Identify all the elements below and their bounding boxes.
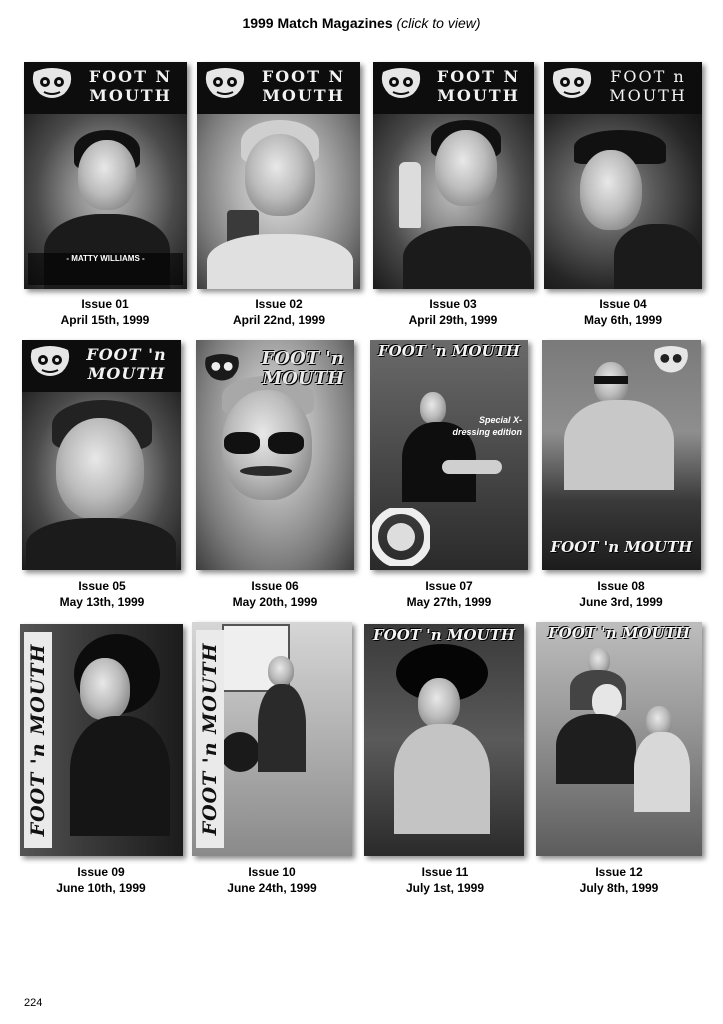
cover-photo-face [420, 392, 446, 424]
issue-date: April 29th, 1999 [408, 313, 498, 327]
cover-photo-face [245, 134, 315, 216]
issue-number: Issue 06 [251, 579, 299, 593]
page-number: 224 [24, 997, 43, 1009]
cover-brand-line1: FOOT N [436, 67, 521, 86]
cover-title: FOOT 'n MOUTH [378, 342, 520, 360]
cover-photo-moustache [240, 466, 292, 476]
cover-photo-legs [442, 460, 502, 474]
cover-title: FOOT 'n [261, 348, 344, 369]
club-mask-logo-icon [28, 346, 72, 380]
issue-number: Issue 12 [595, 865, 643, 879]
club-mask-logo-icon [379, 68, 423, 102]
issue-number: Issue 09 [77, 865, 125, 879]
issue-number: Issue 05 [78, 579, 126, 593]
cover-brand-line1: FOOT N [261, 67, 346, 86]
cover-vertical-title [196, 630, 224, 848]
cover-masthead [22, 340, 181, 392]
cover-photo-sunglasses [594, 376, 628, 384]
cover-photo-face [268, 656, 294, 686]
issue-date: June 10th, 1999 [56, 881, 146, 895]
issue-number: Issue 11 [421, 865, 469, 879]
cover-photo-face [80, 658, 130, 720]
cover-title: FOOT 'n MOUTH [27, 643, 49, 837]
issue-12-label [534, 864, 704, 896]
issue-10-cover[interactable] [192, 622, 352, 856]
issue-number: Issue 08 [597, 579, 645, 593]
issue-05-label [17, 578, 187, 610]
cover-brand-line1: FOOT n [610, 67, 686, 86]
issue-11-cover[interactable] [364, 624, 524, 856]
club-mask-logo-icon [651, 346, 691, 376]
cover-photo-body [207, 234, 353, 289]
issue-number: Issue 07 [425, 579, 473, 593]
cover-photo-body [614, 224, 702, 289]
cover-brand-line2: MOUTH [437, 86, 520, 105]
cover-photo-body [70, 716, 170, 836]
cover-photo-body [258, 684, 306, 772]
issue-12-cover[interactable] [536, 622, 702, 856]
cover-photo-body-2 [556, 714, 636, 784]
cover-brand-line2: MOUTH [262, 86, 345, 105]
issue-11-label [360, 864, 530, 896]
cover-photo-body-3 [634, 732, 690, 812]
cover-caption: - MATTY WILLIAMS - [66, 254, 145, 263]
club-mask-logo-icon [30, 68, 74, 102]
issue-05-cover[interactable] [22, 340, 181, 570]
issue-number: Issue 03 [429, 297, 477, 311]
cover-photo [544, 114, 702, 289]
issue-date: July 8th, 1999 [579, 881, 659, 895]
cover-brand [600, 67, 696, 105]
issue-number: Issue 02 [255, 297, 303, 311]
club-mask-logo-icon [550, 68, 594, 102]
cover-photo-body [403, 226, 531, 289]
club-mask-logo-icon [202, 354, 242, 384]
cover-photo-wheel [220, 732, 260, 772]
issue-06-cover[interactable] [196, 340, 354, 570]
issue-date: June 24th, 1999 [227, 881, 317, 895]
issue-01-label [20, 296, 190, 328]
cover-masthead [197, 62, 360, 114]
cover-photo [22, 392, 181, 570]
cover-title: FOOT 'n MOUTH [548, 624, 690, 642]
cover-brand [80, 67, 181, 105]
issue-date: June 3rd, 1999 [579, 595, 663, 609]
cover-photo-bottle [399, 162, 421, 228]
party-badge-icon [372, 508, 430, 566]
issue-09-label [16, 864, 186, 896]
cover-photo-sunglass-right [268, 432, 304, 454]
issue-02-label [194, 296, 364, 328]
cover-photo-face [435, 130, 497, 206]
cover-photo-face [418, 678, 460, 728]
page-title-text: 1999 Match Magazines [242, 15, 393, 31]
cover-brand-line1: FOOT 'n [86, 345, 167, 364]
cover-title: FOOT 'n MOUTH [199, 642, 221, 836]
cover-brand-line2: MOUTH [87, 364, 166, 383]
cover-title-line2: MOUTH [262, 368, 344, 389]
cover-special-text: Special X-dressing edition [452, 415, 522, 437]
issue-04-label [538, 296, 708, 328]
cover-photo-body [394, 724, 490, 834]
issue-date: July 1st, 1999 [405, 881, 485, 895]
cover-brand-line2: MOUTH [609, 86, 687, 105]
cover-title: FOOT 'n MOUTH [550, 538, 693, 556]
cover-photo-face [78, 140, 136, 210]
cover-photo [364, 624, 524, 856]
issue-09-cover[interactable] [20, 624, 183, 856]
cover-photo [197, 114, 360, 289]
cover-photo-body [564, 400, 674, 490]
issue-07-cover[interactable] [370, 340, 528, 570]
club-mask-logo-icon [203, 68, 247, 102]
cover-brand-line2: MOUTH [89, 86, 172, 105]
cover-photo-sunglass-left [224, 432, 260, 454]
cover-masthead [373, 62, 534, 114]
cover-brand [253, 67, 354, 105]
issue-date: May 13th, 1999 [59, 595, 145, 609]
cover-brand [429, 67, 528, 105]
issue-number: Issue 10 [248, 865, 296, 879]
issue-10-label [187, 864, 357, 896]
cover-photo-face [56, 418, 144, 520]
issue-02-cover[interactable] [197, 62, 360, 289]
issue-03-cover[interactable] [373, 62, 534, 289]
issue-date: May 20th, 1999 [232, 595, 318, 609]
cover-masthead [544, 62, 702, 114]
issue-08-cover[interactable] [542, 340, 701, 570]
cover-photo [373, 114, 534, 289]
issue-07-label [364, 578, 534, 610]
page-title [0, 15, 723, 31]
issue-08-label [536, 578, 706, 610]
cover-title: FOOT 'n MOUTH [373, 626, 515, 644]
cover-brand-line1: FOOT N [88, 67, 173, 86]
issue-number: Issue 04 [599, 297, 647, 311]
cover-photo-face-2 [592, 684, 622, 718]
cover-vertical-title [24, 632, 52, 848]
issue-04-cover[interactable] [544, 62, 702, 289]
issue-date: April 15th, 1999 [60, 313, 150, 327]
cover-brand [78, 345, 175, 383]
cover-photo [536, 622, 702, 856]
issue-date: April 22nd, 1999 [232, 313, 326, 327]
page-title-note: (click to view) [396, 15, 481, 31]
issue-01-cover[interactable] [24, 62, 187, 289]
cover-masthead [24, 62, 187, 114]
issue-date: May 27th, 1999 [406, 595, 492, 609]
issue-06-label [190, 578, 360, 610]
cover-photo-body [26, 518, 176, 570]
cover-photo-face [580, 150, 642, 230]
issue-03-label [368, 296, 538, 328]
issue-date: May 6th, 1999 [583, 313, 663, 327]
issue-number: Issue 01 [81, 297, 129, 311]
